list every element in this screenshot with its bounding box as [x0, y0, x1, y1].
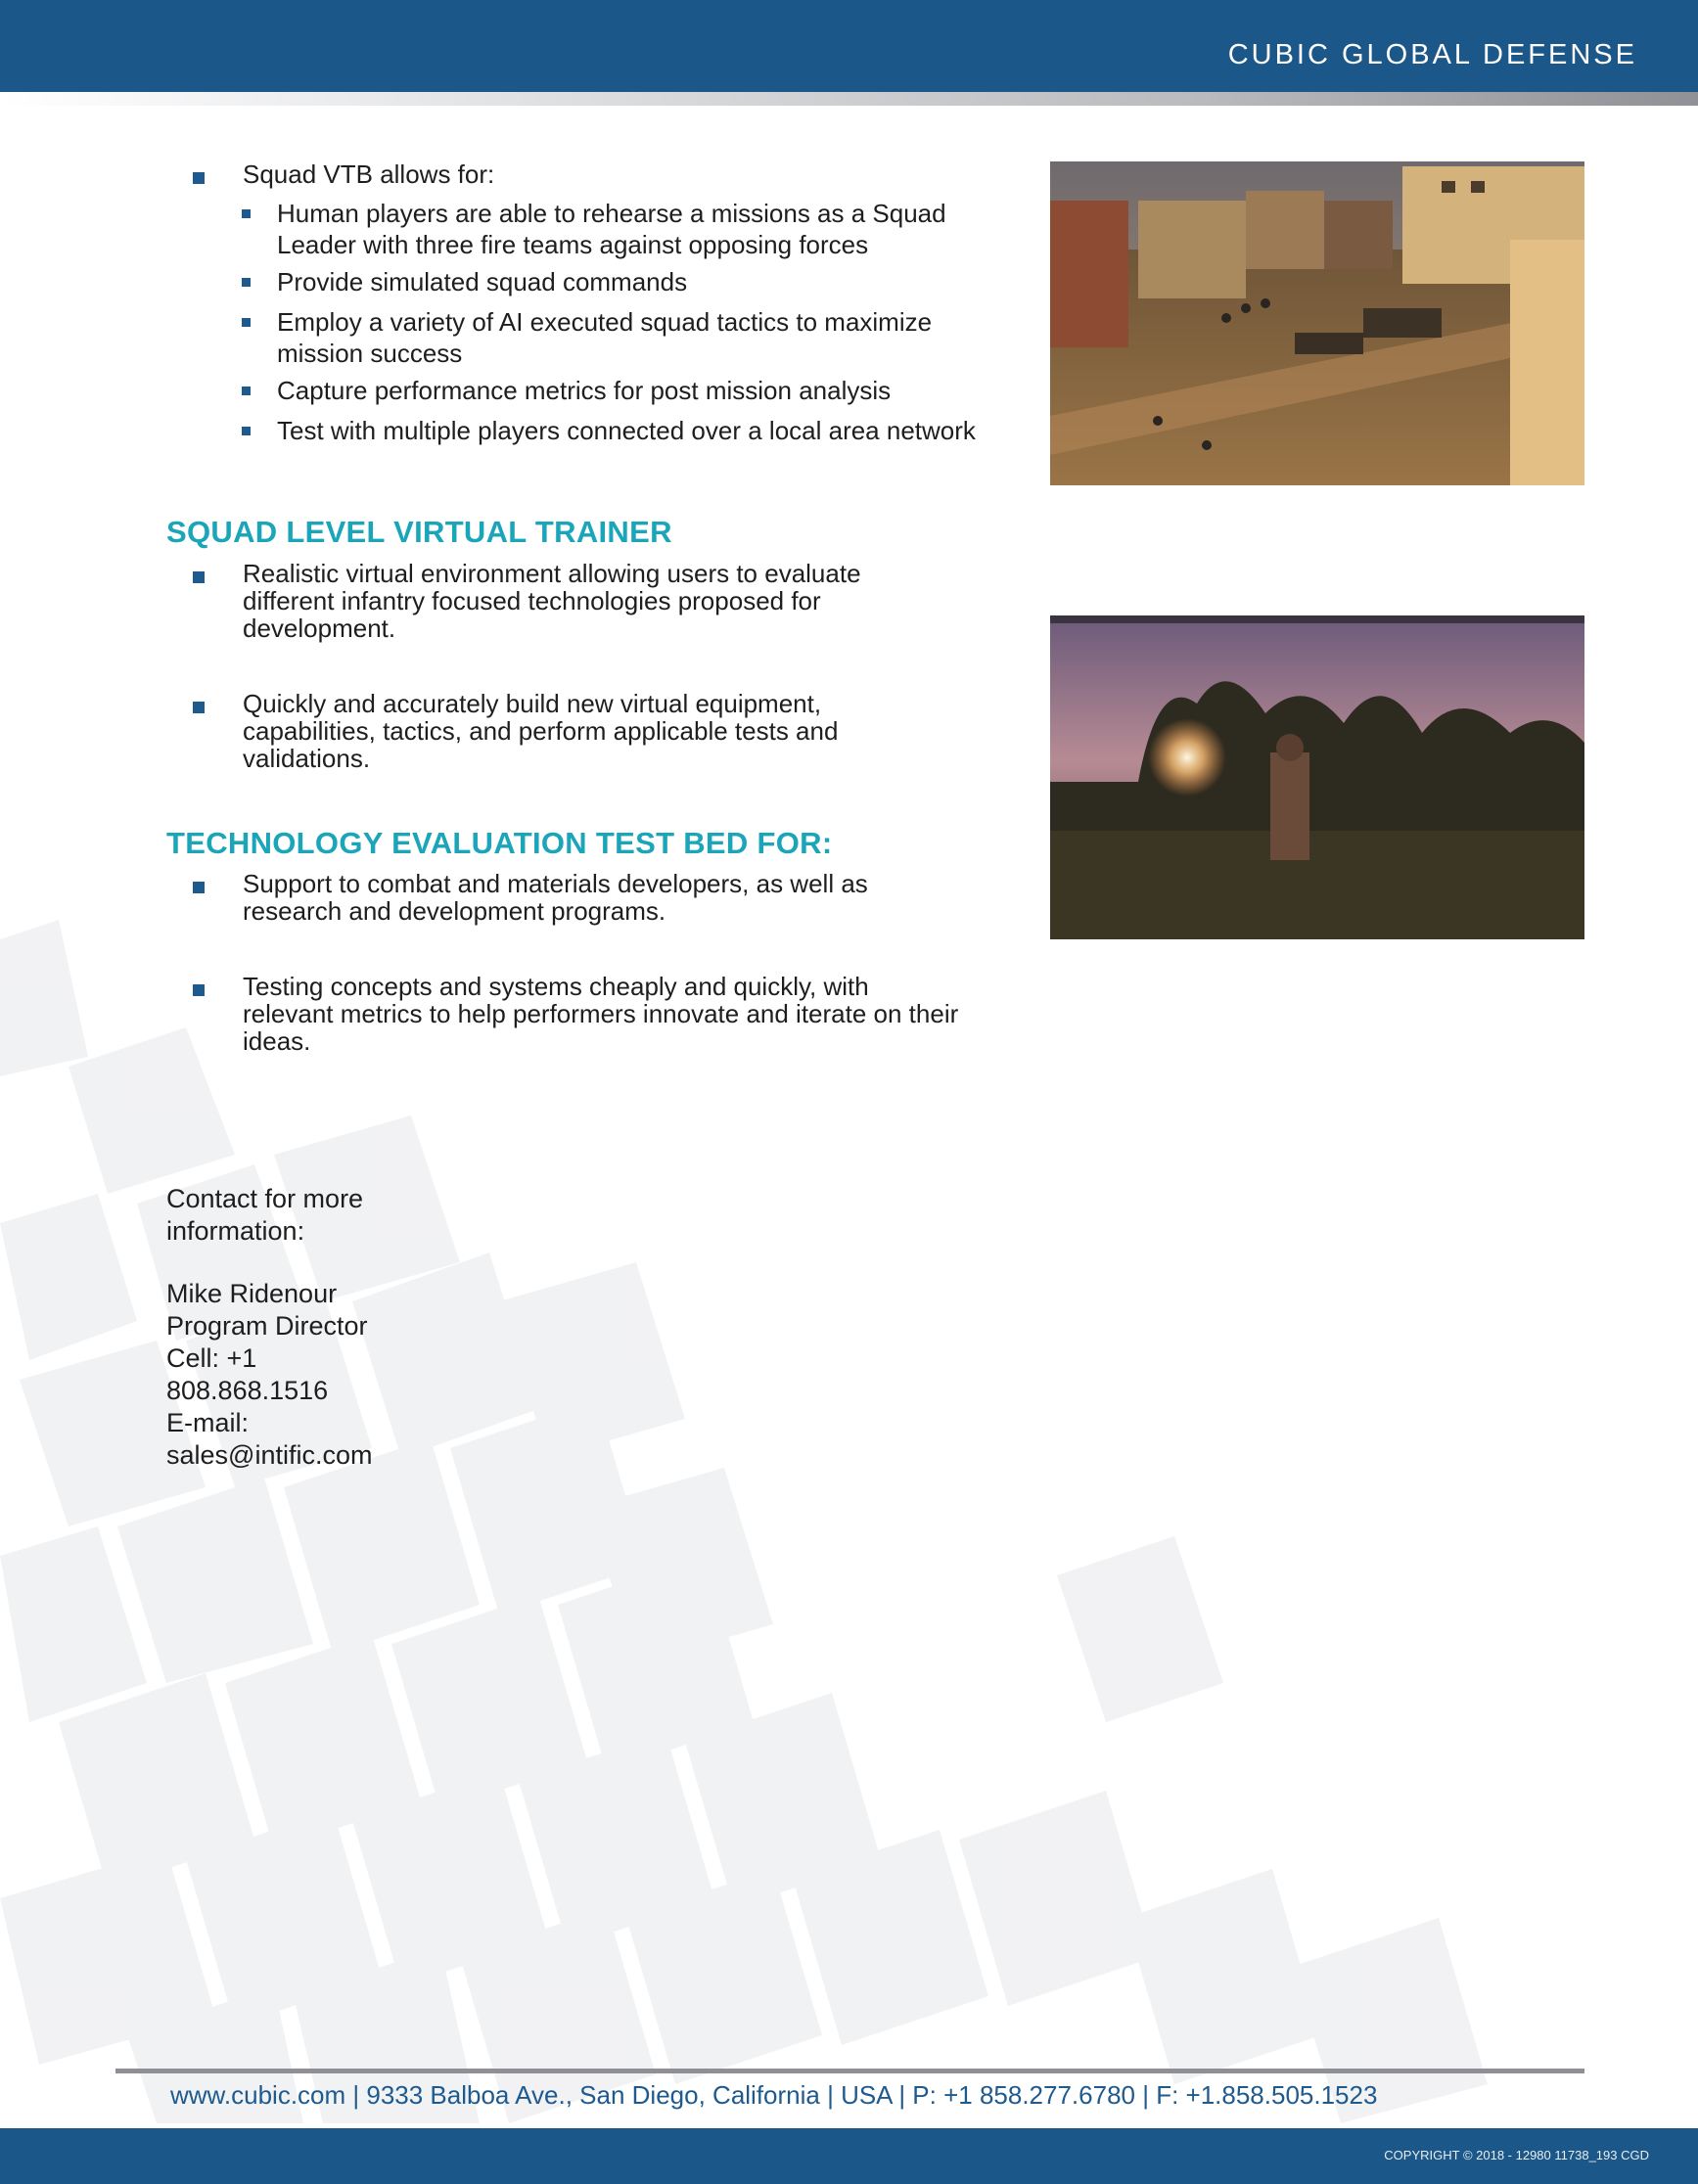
- footer-bar: [0, 2128, 1698, 2184]
- section-heading-squad-level-virtual-trainer: SQUAD LEVEL VIRTUAL TRAINER: [166, 515, 672, 549]
- page-header: [0, 0, 1698, 92]
- bullet-square-icon: [193, 172, 205, 184]
- bullet-text: Squad VTB allows for:: [243, 159, 495, 189]
- section-heading-technology-evaluation: TECHNOLOGY EVALUATION TEST BED FOR:: [166, 826, 833, 860]
- copyright-text: COPYRIGHT © 2018 - 12980 11738_193 CGD: [1384, 2148, 1649, 2162]
- bullet-text: Human players are able to rehearse a missions as a Squad Leader with three fire teams against opposing forces: [277, 199, 946, 259]
- bullet-text: Capture performance metrics for post mission analysis: [277, 376, 892, 405]
- bullet-text: Employ a variety of AI executed squad tactics to maximize mission success: [277, 307, 933, 368]
- bullet: [193, 870, 937, 925]
- bullet: [193, 973, 966, 1055]
- contact-title: Program Director: [166, 1311, 368, 1341]
- bullet-text: Realistic virtual environment allowing users to evaluate different infantry focused technologies proposed for development.: [243, 559, 861, 643]
- contact-cell: Cell: +1 808.868.1516: [166, 1343, 329, 1405]
- bullet-text: Support to combat and materials developers, as well as research and development programs.: [243, 869, 868, 926]
- bullet-text: Provide simulated squad commands: [277, 267, 688, 296]
- bullet-text: Testing concepts and systems cheaply and quickly, with relevant metrics to help performers innovate and iterate on their ideas.: [243, 972, 959, 1056]
- bullet-square-icon: [242, 278, 251, 287]
- header-gradient-strip: [0, 92, 1698, 106]
- bullet-square-icon: [193, 571, 205, 583]
- contact-block: [166, 1183, 372, 1472]
- desert-village-screenshot: [1050, 161, 1584, 485]
- bullet-square-icon: [193, 882, 205, 893]
- sub-bullet: [242, 375, 987, 406]
- bullet-square-icon: [242, 318, 251, 327]
- contact-name: Mike Ridenour: [166, 1279, 338, 1308]
- footer-rule: [115, 2069, 1584, 2073]
- sub-bullet: [242, 415, 987, 446]
- bullet-squad-vtb: [193, 160, 976, 188]
- bullet: [193, 560, 937, 642]
- bullet-text: Quickly and accurately build new virtual equipment, capabilities, tactics, and perform applicable tests and validations.: [243, 689, 839, 773]
- contact-email[interactable]: E-mail: sales@intific.com: [166, 1408, 373, 1470]
- sub-bullet: [242, 198, 987, 260]
- contact-intro: Contact for more information:: [166, 1184, 364, 1246]
- night-combat-screenshot: [1050, 615, 1584, 939]
- brand-title: CUBIC GLOBAL DEFENSE: [1227, 39, 1637, 70]
- footer-address: www.cubic.com | 9333 Balboa Ave., San Diego, California | USA | P: +1 858.277.6780 | F: +1.858.505.1523: [170, 2080, 1378, 2110]
- bullet-square-icon: [242, 427, 251, 435]
- bullet-text: Test with multiple players connected over a local area network: [277, 416, 976, 445]
- sub-bullet: [242, 266, 987, 297]
- sub-bullet: [242, 306, 987, 369]
- bullet-square-icon: [193, 702, 205, 713]
- bullet: [193, 690, 937, 772]
- bullet-square-icon: [242, 387, 251, 395]
- bullet-square-icon: [242, 209, 251, 218]
- bullet-square-icon: [193, 984, 205, 996]
